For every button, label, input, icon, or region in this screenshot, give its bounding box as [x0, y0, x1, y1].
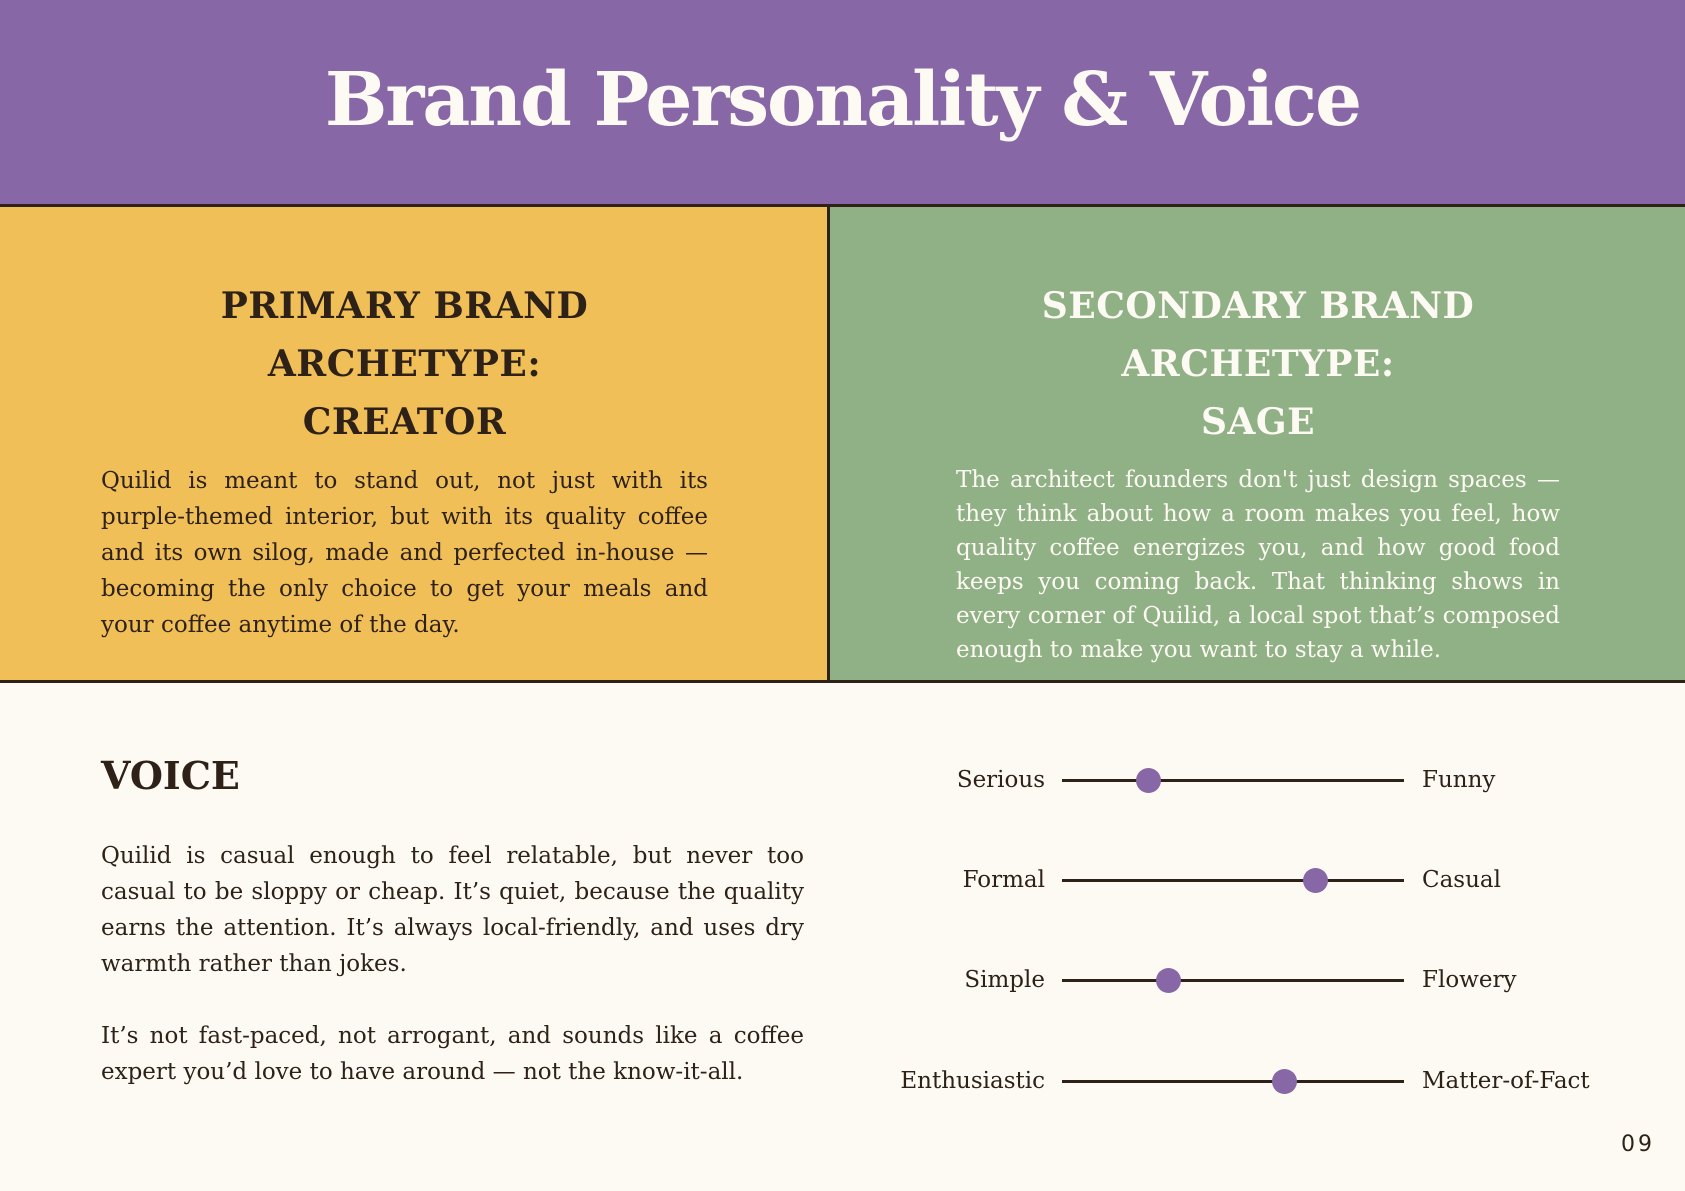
- secondary-archetype-heading-line1: SECONDARY BRAND ARCHETYPE:: [1041, 285, 1475, 385]
- slider-left-label: Formal: [962, 867, 1045, 893]
- primary-archetype-heading-line1: PRIMARY BRAND ARCHETYPE:: [220, 285, 589, 385]
- secondary-archetype-panel: [830, 207, 1685, 683]
- slider-left-label: Serious: [956, 767, 1045, 793]
- slider-right-label: Matter-of-Fact: [1422, 1068, 1590, 1094]
- page-header: [0, 0, 1685, 207]
- slider-enthusiastic-matter-of-fact: [0, 1061, 1685, 1101]
- voice-paragraph-2: It’s not fast-paced, not arrogant, and sounds like a coffee expert you’d love to have around — not the know-it-all.: [101, 1023, 804, 1085]
- page-number: 09: [1621, 1132, 1655, 1157]
- slider-track: [1062, 1080, 1404, 1083]
- slider-right-label: Funny: [1422, 767, 1496, 793]
- page-title: Brand Personality & Voice: [324, 57, 1361, 143]
- slider-formal-casual: [0, 860, 1685, 900]
- primary-archetype-body: Quilid is meant to stand out, not just with its purple-themed interior, but with its quality coffee and its own silog, made and perfected in-house — becoming the only choice to get your meals and your coffee anytime of the day.: [101, 468, 708, 638]
- primary-archetype-heading: [101, 277, 708, 451]
- voice-section: [101, 752, 804, 1090]
- slider-right-label: Flowery: [1422, 967, 1517, 993]
- secondary-archetype-heading: [956, 277, 1560, 451]
- slider-simple-flowery: [0, 960, 1685, 1000]
- secondary-archetype-name: SAGE: [1200, 401, 1316, 443]
- primary-archetype-panel: [0, 207, 830, 683]
- primary-archetype-content: [101, 277, 708, 643]
- secondary-archetype-body: The architect founders don't just design spaces — they think about how a room makes you feel, how quality coffee energizes you, and how good food keeps you coming back. That thinking shows in every corner of Quilid, a local spot that’s composed enough to make you want to stay a while.: [956, 467, 1560, 663]
- slider-right-label: Casual: [1422, 867, 1501, 893]
- slider-knob: [1136, 768, 1161, 793]
- slider-left-label: Enthusiastic: [900, 1068, 1045, 1094]
- primary-archetype-name: CREATOR: [302, 401, 507, 443]
- slider-knob: [1156, 968, 1181, 993]
- slider-track: [1062, 979, 1404, 982]
- slider-serious-funny: [0, 760, 1685, 800]
- slider-knob: [1303, 868, 1328, 893]
- voice-paragraph-1: Quilid is casual enough to feel relatable, but never too casual to be sloppy or cheap. It’s quiet, because the quality earns the attention. It’s always local-friendly, and uses dry warmth rather than jokes.: [101, 843, 804, 977]
- slider-track: [1062, 779, 1404, 782]
- secondary-archetype-content: [956, 277, 1560, 667]
- voice-heading: VOICE: [101, 753, 240, 798]
- slider-left-label: Simple: [964, 967, 1045, 993]
- slider-knob: [1272, 1069, 1297, 1094]
- slider-track: [1062, 879, 1404, 882]
